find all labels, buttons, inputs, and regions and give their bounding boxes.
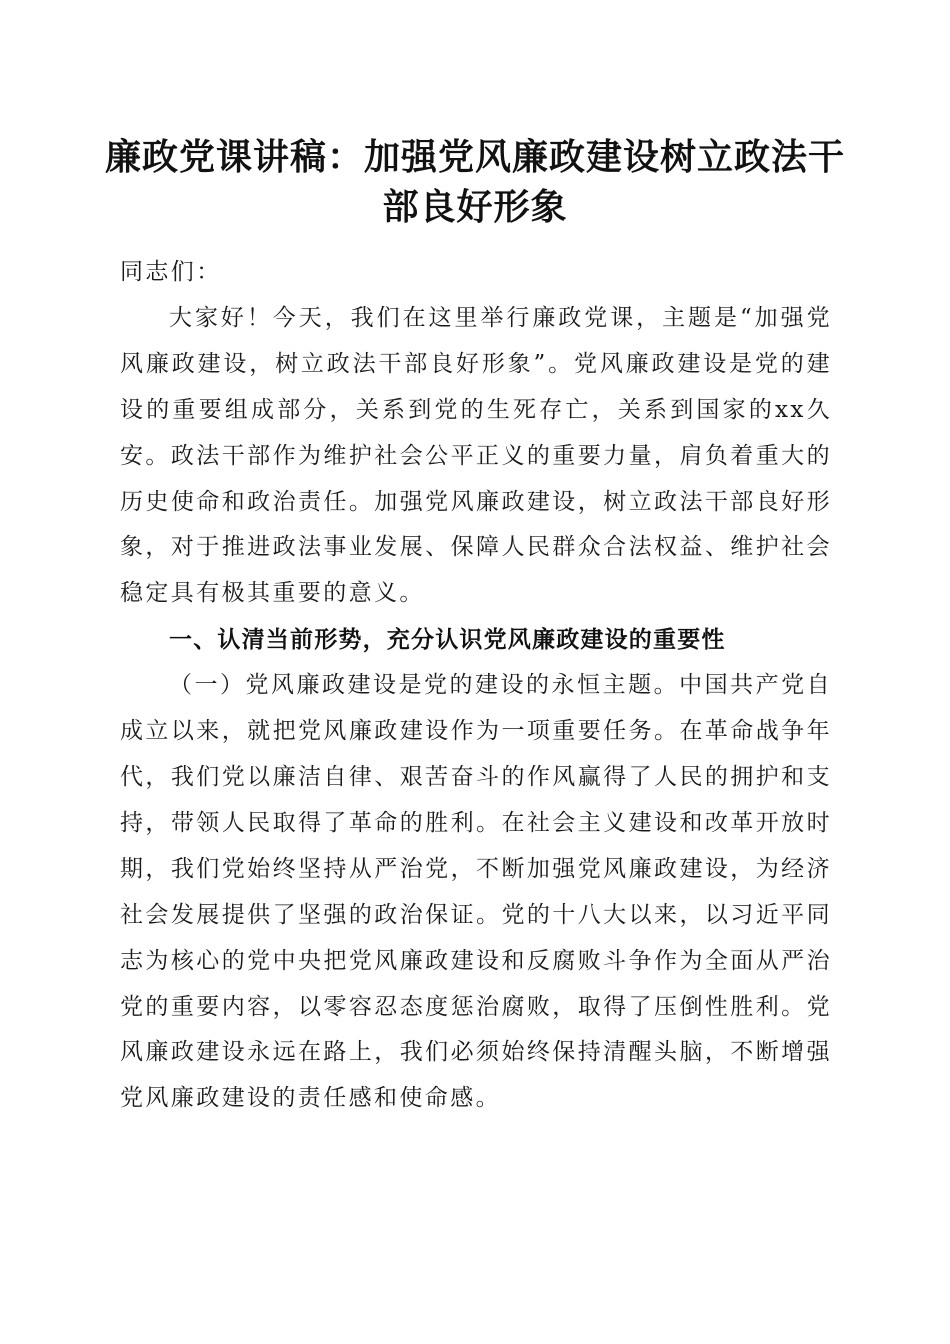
intro-paragraph: 大家好！今天，我们在这里举行廉政党课，主题是“加强党风廉政建设，树立政法干部良好形象”。党风廉政建设是党的建设的重要组成部分，关系到党的生死存亡，关系到国家的xx久安。政法干部作为维护社会公平正义的重要力量，肩负着重大的历史使命和政治责任。加强党风廉政建设，树立政法干部良好形象，对于推进政法事业发展、保障人民群众合法权益、维护社会稳定具有极其重要的意义。 xyxy=(120,304,832,607)
document-body xyxy=(120,250,832,1122)
salutation: 同志们： xyxy=(120,259,222,285)
document-title: 廉政党课讲稿：加强党风廉政建设树立政法干部良好形象 xyxy=(104,136,845,228)
section-heading: 一、认清当前形势，充分认识党风廉政建设的重要性 xyxy=(169,626,726,654)
body-paragraph: （一）党风廉政建设是党的建设的永恒主题。中国共产党自成立以来，就把党风廉政建设作为一项重要任务。在革命战争年代，我们党以廉洁自律、艰苦奋斗的作风赢得了人民的拥护和支持，带领人民取得了革命的胜利。在社会主义建设和改革开放时期，我们党始终坚持从严治党，不断加强党风廉政建设，为经济社会发展提供了坚强的政治保证。党的十八大以来，以习近平同志为核心的党中央把党风廉政建设和反腐败斗争作为全面从严治党的重要内容，以零容忍态度惩治腐败，取得了压倒性胜利。党风廉政建设永远在路上，我们必须始终保持清醒头脑，不断增强党风廉政建设的责任感和使命感。 xyxy=(120,672,832,1112)
